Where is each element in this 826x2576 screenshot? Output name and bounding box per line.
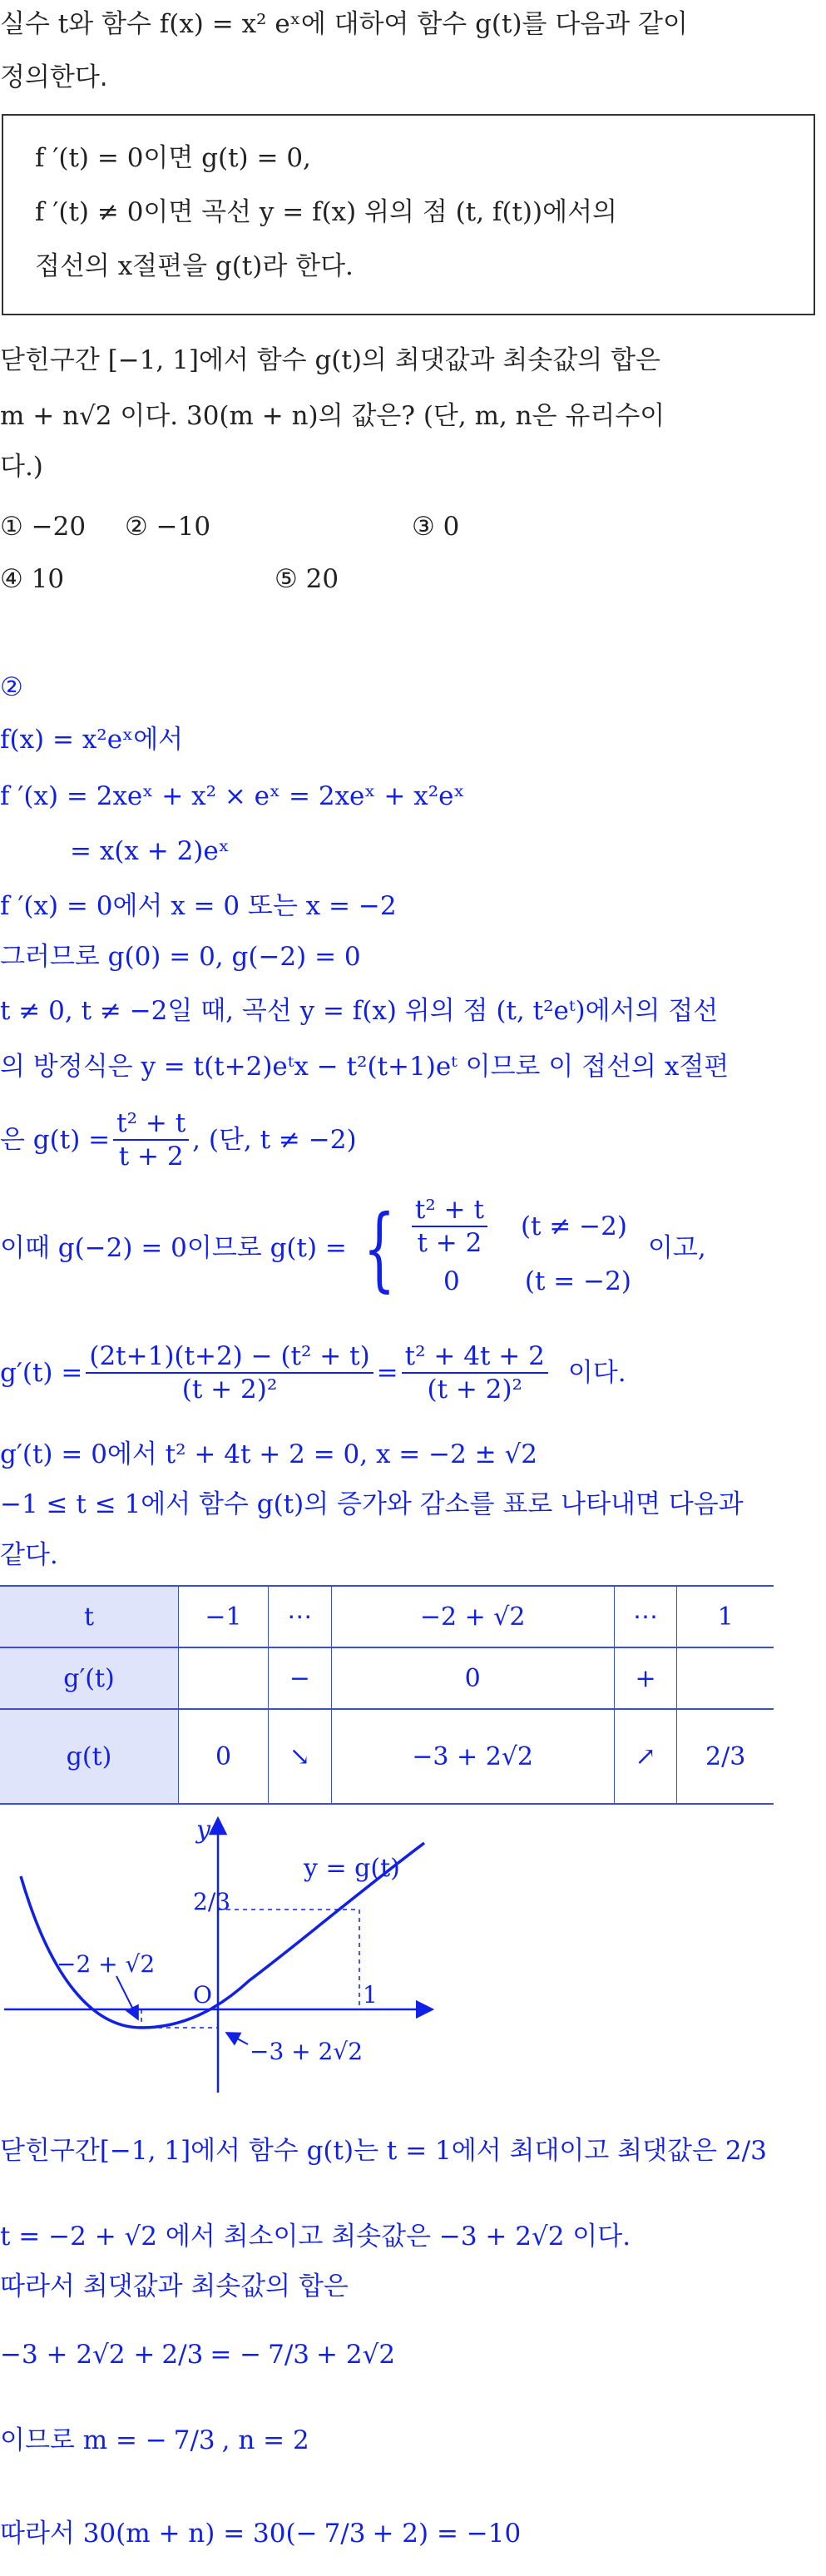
- solution-line-2: f ′(x) = 2xeˣ + x² × eˣ = 2xeˣ + x²eˣ: [0, 781, 465, 811]
- solution-line-3: = x(x + 2)eˣ: [70, 836, 230, 866]
- sum-fraction-1: 2/3: [161, 2340, 204, 2370]
- piecewise-lead: 이때 g(−2) = 0이므로 g(t) =: [0, 1233, 347, 1263]
- min-y-pointer: [226, 2033, 248, 2044]
- case-1-condition: (t ≠ −2): [520, 1211, 627, 1241]
- table-cell: [677, 1647, 774, 1709]
- table-row: [0, 1647, 774, 1709]
- origin-label: O: [193, 1981, 212, 2009]
- piecewise-tail: 이고,: [647, 1233, 706, 1263]
- table-cell: t: [0, 1586, 179, 1647]
- max-value: 2/3: [725, 2136, 767, 2166]
- solution-line-18: [0, 2411, 826, 2469]
- solution-line-10: g′(t) = $\frac{\text{(2t+1)(t+2) − (t² + t)}}{\text{(t + 2)²}}$ = $\frac{\text{t² + 4t + 2}}{\text{(t + 2)²}}$ 이다.: [0, 1340, 626, 1404]
- table-cell: −1: [179, 1586, 269, 1647]
- table-cell: ↗: [614, 1709, 676, 1804]
- table-row: [0, 1709, 774, 1804]
- solution-line-5: 그러므로 g(0) = 0, g(−2) = 0: [0, 942, 361, 972]
- solution-line-19: [0, 2500, 826, 2567]
- answer-mark: ②: [0, 672, 23, 702]
- derivative-denominator-1: (t + 2)²: [181, 1375, 278, 1404]
- derivative-denominator-2: (t + 2)²: [427, 1375, 522, 1404]
- definition-line-2: f ′(t) ≠ 0이면 곡선 y = f(x) 위의 점 (t, f(t))에서의: [35, 197, 617, 227]
- g-formula-condition: , (단, t ≠ −2): [192, 1125, 357, 1155]
- g-fraction-numerator: t² + t: [113, 1109, 189, 1141]
- table-cell: 0: [331, 1647, 614, 1709]
- variation-table: [0, 1585, 774, 1805]
- choice-3[interactable]: ③ 0: [412, 512, 460, 542]
- piecewise-case-1: [412, 1196, 631, 1257]
- solution-line-4: f ′(x) = 0에서 x = 0 또는 x = −2: [0, 891, 397, 921]
- choice-2[interactable]: ② −10: [125, 512, 211, 542]
- solution-line-1: f(x) = x²eˣ에서: [0, 725, 184, 755]
- case-1-numerator: t² + t: [412, 1196, 487, 1227]
- table-cell: +: [614, 1647, 676, 1709]
- y-axis-label: y: [196, 1816, 210, 1845]
- final-result: + 2) = −10: [372, 2519, 522, 2549]
- table-cell: [179, 1647, 269, 1709]
- definition-line-3: 접선의 x절편을 g(t)라 한다.: [35, 251, 354, 281]
- table-cell: ↘: [269, 1709, 331, 1804]
- definition-box: [2, 114, 815, 315]
- case-2-condition: (t = −2): [524, 1266, 631, 1297]
- solution-line-8: [0, 1098, 826, 1181]
- derivative-fraction-1: [86, 1342, 373, 1404]
- problem-line-1: 실수 t와 함수 f(x) = x² eˣ에 대하여 함수 g(t)를 다음과 같이: [0, 9, 688, 39]
- g-formula-fraction: [113, 1109, 189, 1171]
- question-line-2: m + n√2 이다. 30(m + n)의 값은? (단, m, n은 유리수이: [0, 401, 665, 431]
- solution-line-12: −1 ≤ t ≤ 1에서 함수 g(t)의 증가와 감소를 표로 나타내면 다음과: [0, 1489, 744, 1519]
- case-2-value: 0: [443, 1266, 460, 1297]
- definition-line-1: f ′(t) = 0이면 g(t) = 0,: [35, 143, 311, 173]
- final-lead: 따라서 30(m + n) = 30(−: [0, 2519, 318, 2549]
- choice-5[interactable]: ⑤ 20: [275, 564, 339, 594]
- table-cell: 0: [179, 1709, 269, 1804]
- derivative-tail: 이다.: [567, 1358, 626, 1388]
- case-1-denominator: t + 2: [417, 1228, 482, 1258]
- derivative-numerator-2: t² + 4t + 2: [402, 1342, 548, 1374]
- sum-tail: + 2√2: [316, 2340, 396, 2370]
- piecewise-case-2: [412, 1262, 631, 1300]
- max-sentence: 닫힌구간[−1, 1]에서 함수 g(t)는 t = 1에서 최대이고 최댓값은: [0, 2136, 717, 2166]
- table-cell: ⋯: [614, 1586, 676, 1647]
- curve-label: y = g(t): [304, 1854, 400, 1883]
- derivative-numerator-1: (2t+1)(t+2) − (t² + t): [86, 1342, 373, 1374]
- solution-line-16: 따라서 최댓값과 최솟값의 합은: [0, 2271, 349, 2301]
- final-fraction: 7/3: [324, 2519, 366, 2549]
- solution-line-15: t = −2 + √2 에서 최소이고 최솟값은 −3 + 2√2 이다.: [0, 2222, 631, 2252]
- min-y-label: −3 + 2√2: [250, 2038, 364, 2065]
- one-label: 1: [363, 1981, 378, 2009]
- g-formula-lead: 은 g(t) =: [0, 1125, 111, 1155]
- table-cell: ⋯: [269, 1586, 331, 1647]
- piecewise-brace: {: [363, 1195, 396, 1301]
- table-cell: −: [269, 1647, 331, 1709]
- table-cell: 2/3: [677, 1709, 774, 1804]
- graph-figure: [0, 1810, 466, 2101]
- table-cell: −3 + 2√2: [331, 1709, 614, 1804]
- choice-4[interactable]: ④ 10: [0, 564, 65, 594]
- solution-line-6: t ≠ 0, t ≠ −2일 때, 곡선 y = f(x) 위의 점 (t, t²eᵗ)에서의 접선: [0, 996, 719, 1026]
- sum-fraction-2: 7/3: [268, 2340, 310, 2370]
- question-line-1: 닫힌구간 [−1, 1]에서 함수 g(t)의 최댓값과 최솟값의 합은: [0, 345, 660, 375]
- m-fraction: 7/3: [173, 2425, 215, 2455]
- question-line-3: 다.): [0, 452, 43, 482]
- problem-line-2: 정의한다.: [0, 62, 108, 92]
- table-cell: 1: [677, 1586, 774, 1647]
- solution-line-9: [0, 1194, 826, 1302]
- table-cell: g(t): [0, 1709, 179, 1804]
- mn-lead: 이므로 m = −: [0, 2425, 167, 2455]
- mn-tail: , n = 2: [221, 2425, 309, 2455]
- derivative-fraction-2: [402, 1342, 548, 1404]
- derivative-lead: g′(t) =: [0, 1358, 83, 1388]
- solution-line-17: [0, 2321, 826, 2388]
- table-row: [0, 1586, 774, 1647]
- table-cell: g′(t): [0, 1647, 179, 1709]
- sum-lead: −3 + 2√2 +: [0, 2340, 156, 2370]
- sum-equals: = −: [210, 2340, 262, 2370]
- solution-line-7: 의 방정식은 y = t(t+2)eᵗx − t²(t+1)eᵗ 이므로 이 접선의 x절편: [0, 1052, 730, 1082]
- g-fraction-denominator: t + 2: [118, 1142, 184, 1172]
- max-value-label: 2/3: [193, 1888, 231, 1915]
- choice-1[interactable]: ① −20: [0, 512, 87, 542]
- solution-line-14: [0, 2122, 826, 2180]
- table-cell: −2 + √2: [331, 1586, 614, 1647]
- solution-line-11: g′(t) = 0에서 t² + 4t + 2 = 0, x = −2 ± √2: [0, 1439, 537, 1469]
- solution-line-13: 같다.: [0, 1540, 58, 1570]
- min-x-label: −2 + √2: [57, 1950, 156, 1978]
- min-x-pointer: [116, 1976, 138, 2019]
- piecewise-cases: [412, 1196, 631, 1300]
